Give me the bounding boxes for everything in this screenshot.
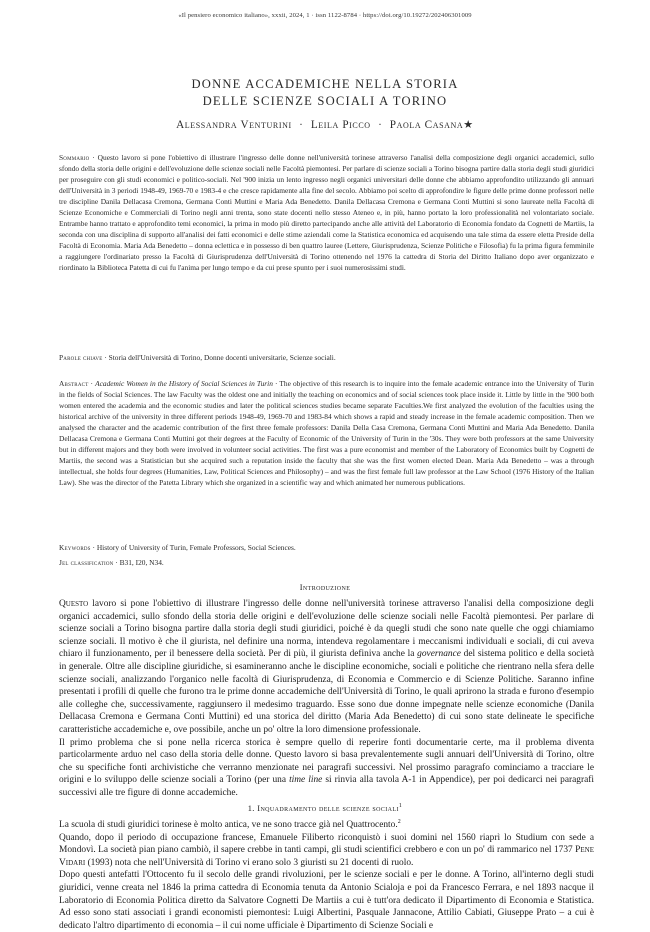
intro-p2-text-b: si rinvia alla tavola A-1 in Appendice), per poi dedicarci nei paragrafi successivi alle tre figure di donne accademiche. <box>59 775 594 798</box>
s1-p1-text: La scuola di studi giuridici torinese è molto antica, ve ne sono tracce già nel Quattrocento. <box>59 820 398 830</box>
keywords-block <box>59 542 594 553</box>
s1-p2-text-b: (1993) nota che nell'Università di Torino vi erano solo 3 giuristi su 21 docenti di ruolo. <box>85 857 414 868</box>
title-line-2: DELLE SCIENZE SOCIALI A TORINO <box>202 94 448 108</box>
keywords-label: Keywords <box>59 543 91 552</box>
author-footnote-star: ★ <box>463 119 474 131</box>
s1-p2-text-a: Quando, dopo il periodo di occupazione francese, Emanuele Filiberto riconquistò i suoi domini nel 1560 riaprì lo Studium con sede a Mondovì. La società pian piano cambiò, il sapere crebbe in tanti campi, gli studi scientifici crebbero e con un po' di rammarico nel 1737 <box>59 832 594 856</box>
intro-paragraph-1 <box>59 598 594 737</box>
sommario-text: Questo lavoro si pone l'obiettivo di illustrare l'ingresso delle donne nell'università torinese attraverso l'analisi della composizione degli organici accademici, sullo sfondo della storia delle origini e dell'evoluzione delle scienze sociali nelle Facoltà piemontesi. Per parlare di scienze sociali a Torino bisogna partire dalla storia degli studi giuridici per proseguire con gli studi economici e politico-sociali. Nel '900 inizia un lento ingresso negli organici universitari delle donne che abbiamo approfondito utilizzando gli annuari dell'Università in 3 periodi 1948-49, 1969-70 e 1983-4 e che cresce rapidamente alla fine del secolo. Abbiamo poi scelto di approfondire le figure delle prime donne professori nelle tre discipline Danila Dellacasa Cremona, Germana Conti Muttini e Maria Ada Benedetto. Danila Dellacasa Cremona e Germana Conti Muttini si sono laureate nella Facoltà di Scienze Economiche e Commerciali di Torino negli anni trenta, sono state docenti nello stesso Ateneo e, in più, hanno portato la loro professionalità nel volontariato sociale. Entrambe hanno trattato e approfondito temi economici, la prima in modo più diretto partecipando anche alle attività del Laboratorio di Economia fondato da Cognetti de Martiis, la seconda con una disciplina di supporto all'analisi dei fatti economici e delle stime aziendali come la Statistica economica ed acquisendo una tale stima da essere eletta Preside della Facoltà di Economia. Maria Ada Benedetto – donna eclettica e in possesso di ben quattro lauree (Lettere, Giurisprudenza, Scienze Politiche e Filosofia) fu la prima figura femminile a raggiungere l'ordinariato presso la Facoltà di Giurisprudenza dell'Università di Torino ottenendo nel 1976 la cattedra di Storia del Diritto Italiano dopo aver organizzato e riordinato la Biblioteca Patetta di cui fu l'anima per lungo tempo e da cui prese spunto per i suoi numerosissimi studi. <box>59 153 594 272</box>
footnote-marker: 1 <box>398 803 403 810</box>
drop-word: Questo <box>59 599 89 609</box>
sommario-block <box>59 152 594 273</box>
keywords-text: History of University of Turin, Female Professors, Social Sciences. <box>96 543 296 552</box>
jel-block <box>59 557 594 568</box>
introduction-heading: Introduzione <box>299 583 351 592</box>
s1-p3-text: Dopo questi antefatti l'Ottocento fu il secolo delle grandi rivoluzioni, per le scienze sociali e per le donne. A Torino, all'interno degli studi giuridici, venne creata nel 1846 la prima cattedra di Economia tenuta da Antonio Scialoja e poi da Francesco Ferrara, e nel 1893 nacque il Laboratorio di Economia Politica diretto da Salvatore Cognetti De Martiis a cui è tutt'ora dedicato il Dipartimento di Economia e Statistica. Ad esso sono stati associati i grandi economisti piemontesi: Luigi Albertini, Pasquale Jannacone, Attilio Cabiati, Giuseppe Prato – a cui è dedicato l'altro dipartimento di economia – il cui nome ufficiale è Dipartimento di Scienze Sociali e <box>59 870 594 931</box>
parole-chiave-block <box>59 352 594 363</box>
abstract-text: The objective of this research is to inquire into the female academic entrance into the University of Turin in the fields of Social Sciences. The law Faculty was the oldest one and initially the teaching on economics and of social sciences took place inside it. Little by little in the '900 both women entered the academia and the economic studies and later the political sciences studies became separate Faculties.We first analyzed the evolution of the faculties using the historical archive of the university in three different periods 1948-49, 1969-70 and 1983-84 which shows a rapid and steady increase in the female academic composition. Then we analysed the character and the academic contribution of the first three female professors: Danila Della Casa Cremona, Germana Conti Muttini and Maria Ada Benedetto. Danila Dellacasa Cremona e Germana Conti Muttini got their degrees at the Faculty of Economic of the University of Turin in the '30s. They were both professors at the same University but in different majors and they both were involved in volunteer social activities. The first was a pure economist and member of the Laboratory of Economics built by Cognetti de Martiis, the second was a Statistician but she acquired such a reputation inside the faculty that she was the first women elected Dean. Maria Ada Benedetto – was a through intellectual, she holds four degrees (Humanities, Law, Political Sciences and Philosophy) – and was the first female full law professor at the Law School (1976 History of the Italian Law). She was the director of the Patetta Library which she organized in a scientific way and which animated her numerous publications. <box>59 379 594 487</box>
intro-p1-text-b: del sistema politico e della società in generale. Oltre alle discipline giuridiche, si esamineranno anche le discipline economiche, sociali e politiche che rientrano nella sfera delle scienze sociali, analizzando l'organico nelle facoltà di Giurisprudenza, di Economia e Commercio e di Scienze Politiche. Saranno infine presentati i profili di quelle che furono tra le prime donne accademiche dell'Università di Torino, le quali aprirono la strada e furono d'esempio alle colleghe che, successivamente, raggiunsero il medesimo traguardo. Esse sono due donne impegnate nelle scienze economiche (Danila Dellacasa Cremona e Germana Conti Muttini) ed una storica del diritto (Maria Ada Benedetto) di cui sono state delineate le specifiche caratteristiche accademiche e, ove possibile, anche un po' oltre la loro dimensione professionale. <box>59 649 594 735</box>
author-separator: · <box>299 119 304 131</box>
intro-p1-text-a: lavoro si pone l'obiettivo di illustrare l'ingresso delle donne nell'università torinese attraverso l'analisi della composizione degli organici accademici, sullo sfondo della storia delle origini e dell'evoluzione delle scienze sociali nelle Facoltà piemontesi. Per parlare di scienze sociali a Torino bisogna partire dalla storia degli studi giuridici, poiché è da quegli studi che sono nate quelle che oggi chiamiamo scienze sociali. Il motivo è che il giurista, nel definire una norma, intendeva regolamentare i meccanismi individuali e sociali, di cui aveva chiaro il funzionamento, per il benessere della società. Per di più, il giurista definiva anche la <box>59 599 594 660</box>
intro-paragraph-2 <box>59 737 594 800</box>
section-1-body <box>59 819 594 932</box>
sommario-label: Sommario <box>59 153 90 162</box>
abstract-block <box>59 378 594 488</box>
author-picco: Leila Picco <box>310 119 371 131</box>
intro-italic-term: governance <box>417 649 461 660</box>
intro-italic-term: time line <box>289 775 323 786</box>
abstract-title: Academic Women in the History of Social Sciences in Turin <box>95 379 273 388</box>
author-casana: Paola Casana <box>389 119 464 131</box>
parole-chiave-text: Storia dell'Università di Torino, Donne docenti universitarie, Scienze sociali. <box>108 353 336 362</box>
abstract-label: Abstract <box>59 379 89 388</box>
title-line-1: DONNE ACCADEMICHE NELLA STORIA <box>191 77 459 91</box>
introduction-body <box>59 598 594 800</box>
section-1-heading <box>0 804 650 813</box>
parole-chiave-label: Parole chiave <box>59 353 103 362</box>
author-separator: · <box>378 119 383 131</box>
running-head: «Il pensiero economico italiano», xxxii, 2024, 1 · issn 1122-8784 · https://doi.org/10.19272/202406301009 <box>178 12 472 19</box>
label-separator: · <box>90 543 97 552</box>
label-separator: · <box>89 153 98 162</box>
jel-text: B31, I20, N34. <box>119 558 164 567</box>
intro-p2-text-a: Il primo problema che si pone nella ricerca storica è sempre quello di reperire fonti documentarie certe, ma il problema diventa particolarmente arduo nel caso della storia delle donne. Questo lavoro si basa prevalentemente sugli annuari dell'Università di Torino, oltre che su specifiche fonti archivistiche che verranno menzionate nei paragrafi successivi. Nel prossimo paragrafo cominciamo a tracciare le origini e lo sviluppo delle scienze sociali a Torino (per una <box>59 737 594 786</box>
label-separator: · <box>113 558 120 567</box>
jel-label: Jel classification <box>59 558 114 567</box>
section-1-paragraph-2 <box>59 832 594 870</box>
section-1-paragraph-3 <box>59 869 594 932</box>
footnote-marker: 2 <box>397 818 401 825</box>
section-1-paragraph-1 <box>59 819 594 832</box>
article-title <box>0 76 650 110</box>
label-separator: · <box>88 379 96 388</box>
cited-author: Pene Vidari <box>59 845 594 868</box>
author-list <box>0 118 650 131</box>
label-separator: · <box>102 353 109 362</box>
section-1-title: 1. Inquadramento delle scienze sociali <box>247 804 399 813</box>
label-separator: · <box>272 379 280 388</box>
author-venturini: Alessandra Venturini <box>176 119 292 131</box>
